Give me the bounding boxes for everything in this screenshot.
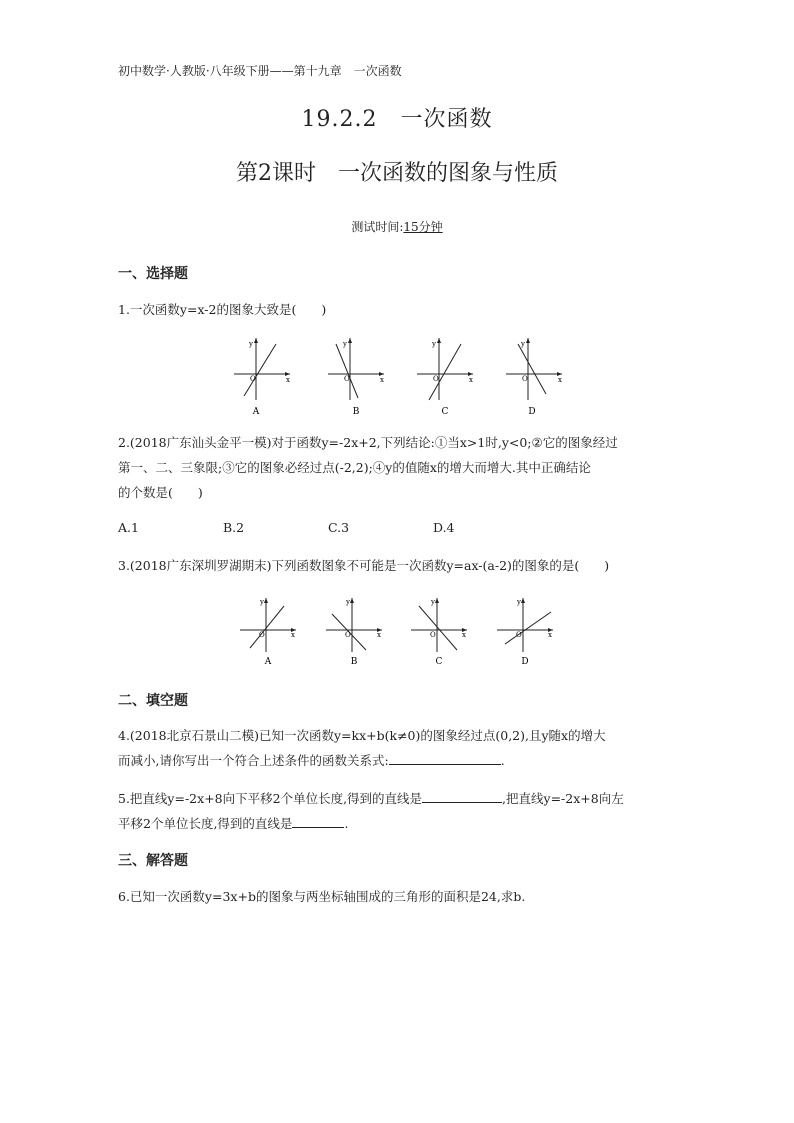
option-b-label: B — [350, 657, 358, 667]
axis-y-label: y — [521, 340, 525, 348]
origin-label: O — [433, 375, 439, 383]
question-4-end: . — [500, 753, 505, 768]
question-5-part-2: ,把直线y=-2x+8向左 — [502, 791, 624, 806]
q5-answer-blank-1[interactable] — [422, 788, 502, 803]
question-5-end: . — [344, 816, 349, 831]
axis-y-label: y — [249, 340, 253, 348]
axis-x-label: x — [558, 376, 562, 384]
section-heading-choice: 一、选择题 — [118, 266, 188, 282]
question-5 — [118, 786, 698, 836]
q2-option-d: D.4 — [433, 520, 455, 535]
option-a-label: A — [252, 407, 260, 417]
q3-graph-c — [407, 594, 477, 668]
option-b-label: B — [352, 407, 360, 417]
origin-label: O — [344, 375, 350, 383]
question-4-prompt: 而减小,请你写出一个符合上述条件的函数关系式: — [118, 753, 389, 768]
axis-x-label: x — [380, 376, 384, 384]
origin-label: O — [345, 631, 351, 639]
page-header: 初中数学·人教版·八年级下册——第十九章 一次函数 — [118, 64, 402, 78]
question-5-part-3: 平移2个单位长度,得到的直线是 — [118, 816, 293, 831]
axis-y-label: y — [260, 598, 264, 606]
test-time — [0, 218, 794, 235]
question-1: 1.一次函数y=x-2的图象大致是( ) — [118, 302, 327, 317]
option-d-label: D — [521, 657, 529, 667]
question-5-part-1: 5.把直线y=-2x+8向下平移2个单位长度,得到的直线是 — [118, 791, 423, 806]
test-time-label: 测试时间: — [351, 220, 404, 234]
axis-x-label: x — [286, 376, 290, 384]
q5-answer-blank-2[interactable] — [292, 813, 344, 828]
axis-x-label: x — [469, 376, 473, 384]
axis-y-label: y — [432, 340, 436, 348]
q3-graph-a — [236, 594, 306, 668]
question-4 — [118, 723, 698, 773]
origin-label: O — [516, 631, 522, 639]
origin-label: O — [522, 375, 528, 383]
question-5-line-2 — [118, 811, 698, 836]
axis-x-label: x — [462, 631, 466, 639]
axis-y-label: y — [343, 340, 347, 348]
question-6: 6.已知一次函数y=3x+b的图象与两坐标轴围成的三角形的面积是24,求b. — [118, 889, 526, 904]
q3-graph-d — [493, 594, 563, 668]
option-c-label: C — [435, 657, 443, 667]
axis-x-label: x — [548, 631, 552, 639]
question-2-line-3: 的个数是( ) — [118, 485, 203, 500]
origin-label: O — [430, 631, 436, 639]
section-heading-fill: 二、填空题 — [118, 693, 188, 709]
test-time-value: 15分钟 — [403, 220, 443, 234]
section-heading-answer: 三、解答题 — [118, 853, 188, 869]
option-c-label: C — [441, 407, 449, 417]
question-4-line-2 — [118, 748, 698, 773]
question-4-line-1: 4.(2018北京石景山二模)已知一次函数y=kx+b(k≠0)的图象经过点(0,2),且y随x的增大 — [118, 728, 606, 743]
lesson-title: 第2课时 一次函数的图象与性质 — [236, 161, 558, 186]
section-title: 19.2.2 一次函数 — [301, 107, 493, 132]
question-3: 3.(2018广东深圳罗湖期末)下列函数图象不可能是一次函数y=ax-(a-2)的图象的是( ) — [118, 558, 610, 573]
question-2-line-2: 第一、二、三象限;③它的图象必经过点(-2,2);④y的值随x的增大而增大.其中正确结论 — [118, 460, 591, 475]
origin-label: O — [250, 375, 256, 383]
q2-option-a: A.1 — [118, 520, 139, 535]
q2-option-b: B.2 — [223, 520, 245, 535]
q1-graph-c — [411, 330, 481, 420]
option-a-label: A — [264, 657, 272, 667]
q4-answer-blank[interactable] — [389, 750, 501, 765]
q1-graph-a — [228, 330, 298, 420]
axis-x-label: x — [291, 631, 295, 639]
option-d-label: D — [528, 407, 536, 417]
q3-graph-b — [322, 594, 392, 668]
q1-graph-d — [500, 330, 570, 420]
question-5-line-1 — [118, 786, 698, 811]
axis-y-label: y — [346, 598, 350, 606]
axis-y-label: y — [517, 598, 521, 606]
axis-x-label: x — [377, 631, 381, 639]
question-2 — [118, 430, 698, 505]
question-2-line-1: 2.(2018广东汕头金平一模)对于函数y=-2x+2,下列结论:①当x>1时,y<0;②它的图象经过 — [118, 435, 618, 450]
q1-graph-b — [322, 330, 392, 420]
axis-y-label: y — [431, 598, 435, 606]
origin-label: O — [259, 631, 265, 639]
q2-option-c: C.3 — [328, 520, 350, 535]
